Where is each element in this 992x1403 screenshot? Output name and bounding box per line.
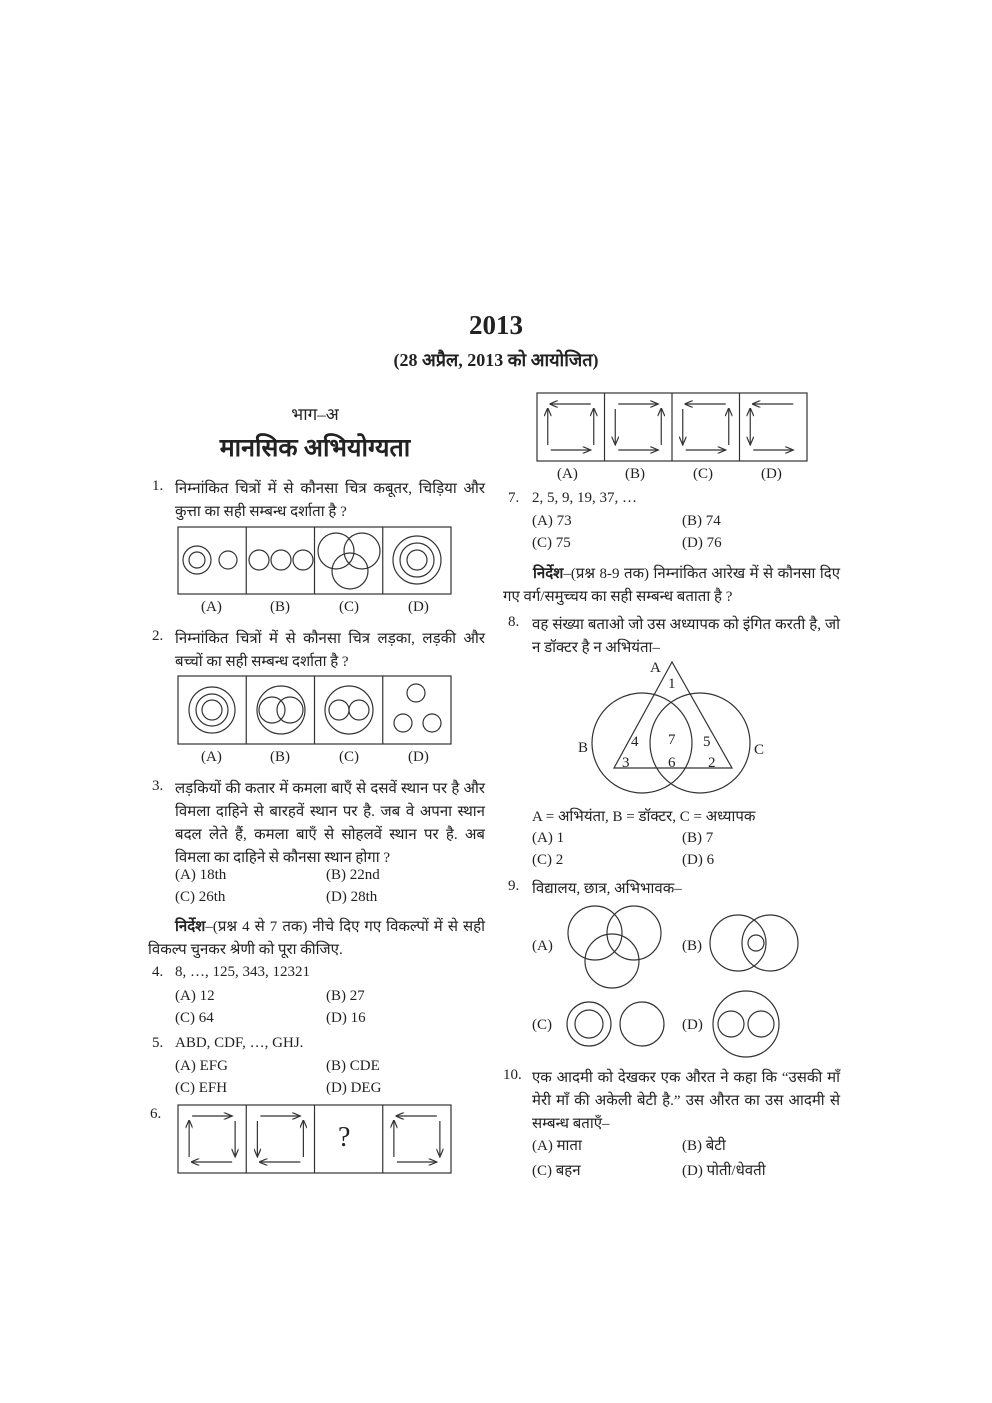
region-6: 6: [668, 755, 676, 771]
direction-label: निर्देश: [533, 566, 564, 582]
q8-option-a[interactable]: (A) 1: [532, 830, 565, 846]
q4-option-d[interactable]: (D) 16: [326, 1010, 366, 1026]
circle-shape: [620, 1002, 664, 1046]
q8-number: 8.: [508, 614, 520, 630]
circle-shape: [400, 543, 434, 577]
q7-option-a[interactable]: (A) 73: [532, 513, 572, 529]
caption-c: (C): [339, 599, 359, 615]
q3-number: 3.: [152, 778, 164, 794]
direction-label: निर्देश: [175, 919, 206, 935]
q4-text: 8, …, 125, 343, 12321: [175, 964, 310, 980]
circle-shape: [748, 1011, 774, 1037]
circle-shape: [202, 700, 222, 720]
q8-option-b[interactable]: (B) 7: [682, 830, 714, 846]
q1-number: 1.: [152, 478, 164, 494]
caption-d: (D): [408, 749, 429, 765]
q3-text: लड़कियों की कतार में कमला बाएँ से दसवें स्थान पर है और विमला दाहिने से बारहवें स्थान पर है. जब वे अपना स्थान बदल लेते हैं, कमला बाएँ से सोहलवें स्थान पर है. अब विमला का दाहिने से कौनसा स्थान होगा ?: [175, 781, 485, 866]
q4-option-c[interactable]: (C) 64: [175, 1010, 214, 1026]
q6-number: 6.: [150, 1106, 162, 1122]
circle-shape: [407, 684, 425, 702]
caption-c: (C): [339, 749, 359, 765]
caption-c: (C): [693, 466, 713, 482]
caption-b: (B): [270, 599, 290, 615]
direction-text: –(प्रश्न 8-9 तक) निम्नांकित आरेख में से कौनसा दिए गए वर्ग/समुच्चय का सही सम्बन्ध बताता है ?: [503, 566, 840, 605]
q3-option-d[interactable]: (D) 28th: [326, 889, 378, 905]
q4-number: 4.: [152, 964, 164, 980]
circle-shape: [329, 700, 349, 720]
q8-text: वह संख्या बताओ जो उस अध्यापक को इंगित करती है, जो न डॉक्टर है न अभियंता–: [532, 617, 840, 656]
q5-option-a[interactable]: (A) EFG: [175, 1058, 228, 1074]
q9-option-d[interactable]: (D): [682, 1017, 703, 1033]
q5-option-d[interactable]: (D) DEG: [326, 1080, 382, 1096]
q7-text: 2, 5, 9, 19, 37, …: [532, 490, 637, 506]
region-5: 5: [703, 734, 711, 750]
label-b: B: [578, 740, 589, 756]
circle-shape: [349, 700, 369, 720]
circle-shape: [748, 935, 764, 951]
q9-number: 9.: [508, 878, 520, 894]
q9-text: विद्यालय, छात्र, अभिभावक–: [532, 881, 682, 897]
q3-option-a[interactable]: (A) 18th: [175, 867, 227, 883]
q9-option-a[interactable]: (A): [532, 938, 553, 954]
q4-option-b[interactable]: (B) 27: [326, 988, 365, 1004]
caption-d: (D): [761, 466, 782, 482]
section-title: मानसिक अभियोग्यता: [219, 435, 411, 462]
circle-shape: [710, 915, 766, 971]
circle-shape: [332, 553, 368, 589]
caption-a: (A): [557, 466, 578, 482]
q3-option-c[interactable]: (C) 26th: [175, 889, 226, 905]
q10-option-a[interactable]: (A) माता: [532, 1138, 582, 1154]
circle-shape: [249, 550, 269, 570]
q1-text: निम्नांकित चित्रों में से कौनसा चित्र कबूतर, चिड़िया और कुत्ता का सही सम्बन्ध दर्शाता है ?: [175, 481, 485, 520]
q5-text: ABD, CDF, …, GHJ.: [175, 1035, 304, 1051]
circle-c: [650, 693, 750, 793]
q7-option-c[interactable]: (C) 75: [532, 535, 571, 551]
circle-shape: [713, 991, 779, 1057]
caption-a: (A): [201, 599, 222, 615]
q5-number: 5.: [152, 1035, 164, 1051]
region-1: 1: [668, 676, 676, 692]
circle-shape: [407, 550, 427, 570]
circle-shape: [585, 934, 639, 988]
q5-option-c[interactable]: (C) EFH: [175, 1080, 228, 1096]
q7-option-b[interactable]: (B) 74: [682, 513, 721, 529]
caption-b: (B): [270, 749, 290, 765]
direction-text: –(प्रश्न 4 से 7 तक) नीचे दिए गए विकल्पों में से सही विकल्प चुनकर श्रेणी को पूरा कीजिए.: [148, 919, 485, 958]
label-a: A: [650, 660, 661, 676]
q9-option-b[interactable]: (B): [682, 938, 702, 954]
circle-shape: [567, 1002, 611, 1046]
circle-shape: [257, 686, 305, 734]
circle-shape: [718, 1011, 744, 1037]
circle-shape: [196, 694, 228, 726]
circle-shape: [394, 714, 412, 732]
caption-a: (A): [201, 749, 222, 765]
q7-number: 7.: [508, 490, 520, 506]
label-c: C: [754, 742, 765, 758]
q8-legend: A = अभियंता, B = डॉक्टर, C = अध्यापक: [532, 809, 756, 825]
section-label: भाग–अ: [291, 405, 339, 424]
q10-option-c[interactable]: (C) बहन: [532, 1163, 581, 1179]
direction-8-9: [503, 563, 840, 609]
q2-text: निम्नांकित चित्रों में से कौनसा चित्र लड़का, लड़की और बच्चों का सही सम्बन्ध दर्शाता है ?: [175, 631, 485, 670]
q10-option-d[interactable]: (D) पोती/धेवती: [682, 1163, 766, 1179]
region-3: 3: [622, 755, 630, 771]
circle-shape: [423, 714, 441, 732]
circle-shape: [183, 546, 211, 574]
year-title: 2013: [469, 310, 523, 340]
q2-number: 2.: [152, 628, 164, 644]
circle-shape: [607, 906, 661, 960]
q8-option-d[interactable]: (D) 6: [682, 852, 715, 868]
circle-shape: [293, 550, 313, 570]
q3-option-b[interactable]: (B) 22nd: [326, 867, 380, 883]
q8-option-c[interactable]: (C) 2: [532, 852, 564, 868]
q9-option-c[interactable]: (C): [532, 1017, 552, 1033]
q10-text: एक आदमी को देखकर एक औरत ने कहा कि “उसकी माँ मेरी माँ की अकेली बेटी है.” उस औरत का उस आदमी से सम्बन्ध बताएँ–: [532, 1070, 840, 1132]
q5-option-b[interactable]: (B) CDE: [326, 1058, 380, 1074]
circle-shape: [742, 915, 798, 971]
caption-d: (D): [408, 599, 429, 615]
q10-option-b[interactable]: (B) बेटी: [682, 1138, 726, 1154]
region-4: 4: [631, 734, 639, 750]
region-2: 2: [708, 755, 716, 771]
direction-4-7: [148, 916, 485, 962]
circle-shape: [189, 552, 205, 568]
exam-date: (28 अप्रैल, 2013 को आयोजित): [393, 350, 599, 370]
circle-shape: [575, 1010, 603, 1038]
circle-shape: [277, 697, 303, 723]
region-7: 7: [668, 732, 676, 748]
q6-missing-mark: ?: [338, 1122, 351, 1153]
circle-shape: [219, 551, 237, 569]
q10-number: 10.: [503, 1067, 522, 1083]
caption-b: (B): [625, 466, 645, 482]
circle-b: [592, 693, 692, 793]
q4-option-a[interactable]: (A) 12: [175, 988, 215, 1004]
circle-shape: [271, 550, 291, 570]
circle-shape: [344, 533, 380, 569]
q7-option-d[interactable]: (D) 76: [682, 535, 722, 551]
